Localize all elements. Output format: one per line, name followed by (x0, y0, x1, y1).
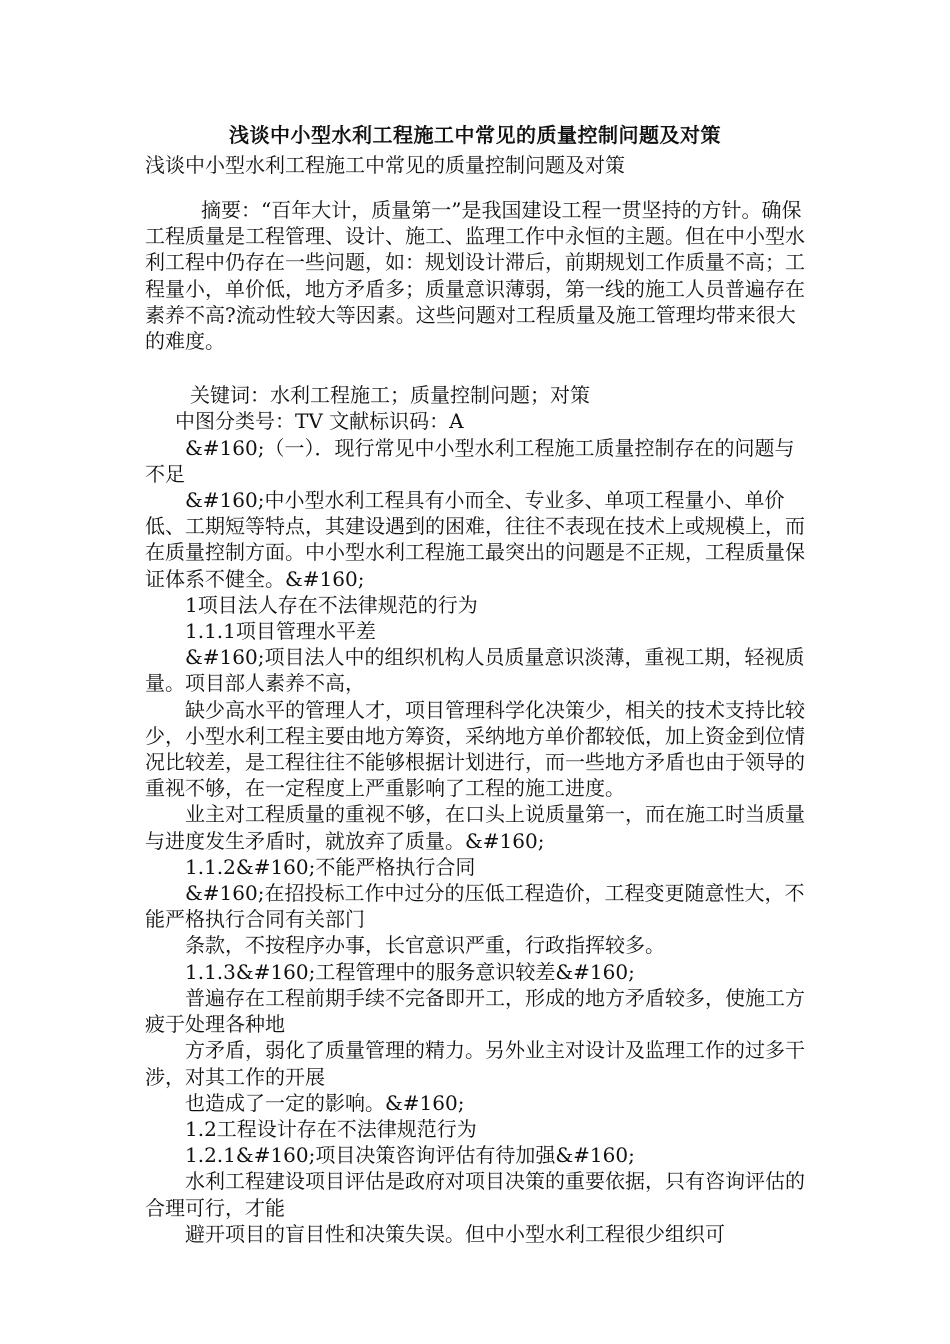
body-paragraph: 条款，不按程序办事，长官意识严重，行政指挥较多。 (185, 933, 665, 958)
body-paragraph: &#160;项目法人中的组织机构人员质量意识淡薄，重视工期，轻视质量。项目部人素养不高， (145, 645, 805, 696)
abstract-paragraph: 摘要：“百年大计，质量第一”是我国建设工程一贯坚持的方针。确保工程质量是工程管理、设计、施工、监理工作中永恒的主题。但在中小型水利工程中仍存在一些问题，如：规划设计滞后，前期规划工作质量不高；工程量小，单价低，地方矛盾多；质量意识薄弱，第一线的施工人员普遍存在素养不高?流动性较大等因素。这些问题对工程质量及施工管理均带来很大的难度。 (145, 198, 805, 354)
document-subtitle: 浅谈中小型水利工程施工中常见的质量控制问题及对策 (145, 153, 625, 177)
body-paragraph: &#160;在招投标工作中过分的压低工程造价，工程变更随意性大，不能严格执行合同有关部门 (145, 881, 805, 932)
section-heading: 1.1.2&#160;不能严格执行合同 (185, 854, 476, 879)
body-paragraph: 方矛盾，弱化了质量管理的精力。另外业主对设计及监理工作的过多干涉，对其工作的开展 (145, 1038, 805, 1089)
document-title: 浅谈中小型水利工程施工中常见的质量控制问题及对策 (229, 123, 721, 147)
section-heading: 1.2.1&#160;项目决策咨询评估有待加强&#160; (185, 1143, 635, 1168)
body-paragraph: 也造成了一定的影响。&#160; (185, 1090, 465, 1115)
classification-line: 中图分类号：TV 文献标识码：A (175, 409, 464, 434)
body-paragraph: 业主对工程质量的重视不够，在口头上说质量第一，而在施工时当质量与进度发生矛盾时，就放弃了质量。&#160; (145, 802, 805, 853)
section-heading: 1.2工程设计存在不法律规范行为 (185, 1116, 477, 1141)
body-paragraph: 避开项目的盲目性和决策失误。但中小型水利工程很少组织可 (185, 1221, 725, 1246)
section-heading: &#160;（一）．现行常见中小型水利工程施工质量控制存在的问题与不足 (145, 435, 795, 486)
keywords-line: 关键词：水利工程施工；质量控制问题；对策 (190, 383, 590, 408)
body-paragraph: 普遍存在工程前期手续不完备即开工，形成的地方矛盾较多，使施工方疲于处理各种地 (145, 985, 805, 1037)
section-heading: 1.1.1项目管理水平差 (185, 619, 376, 644)
document-body (145, 197, 805, 1247)
body-paragraph: 缺少高水平的管理人才，项目管理科学化决策少，相关的技术支持比较少，小型水利工程主要由地方筹资，采纳地方单价都较低，加上资金到位情况比较差，是工程往往不能够根据计划进行，而一些地方矛盾也由于领导的重视不够，在一定程度上严重影响了工程的施工进度。 (145, 697, 805, 801)
body-paragraph: &#160;中小型水利工程具有小而全、专业多、单项工程量小、单价低、工期短等特点，其建设遇到的困难，往往不表现在技术上或规模上，而在质量控制方面。中小型水利工程施工最突出的问题是不正规，工程质量保证体系不健全。&#160; (145, 488, 805, 591)
section-heading: 1.1.3&#160;工程管理中的服务意识较差&#160; (185, 959, 635, 984)
body-paragraph: 水利工程建设项目评估是政府对项目决策的重要依据，只有咨询评估的合理可行，才能 (145, 1169, 805, 1220)
section-heading: 1项目法人存在不法律规范的行为 (185, 592, 478, 617)
